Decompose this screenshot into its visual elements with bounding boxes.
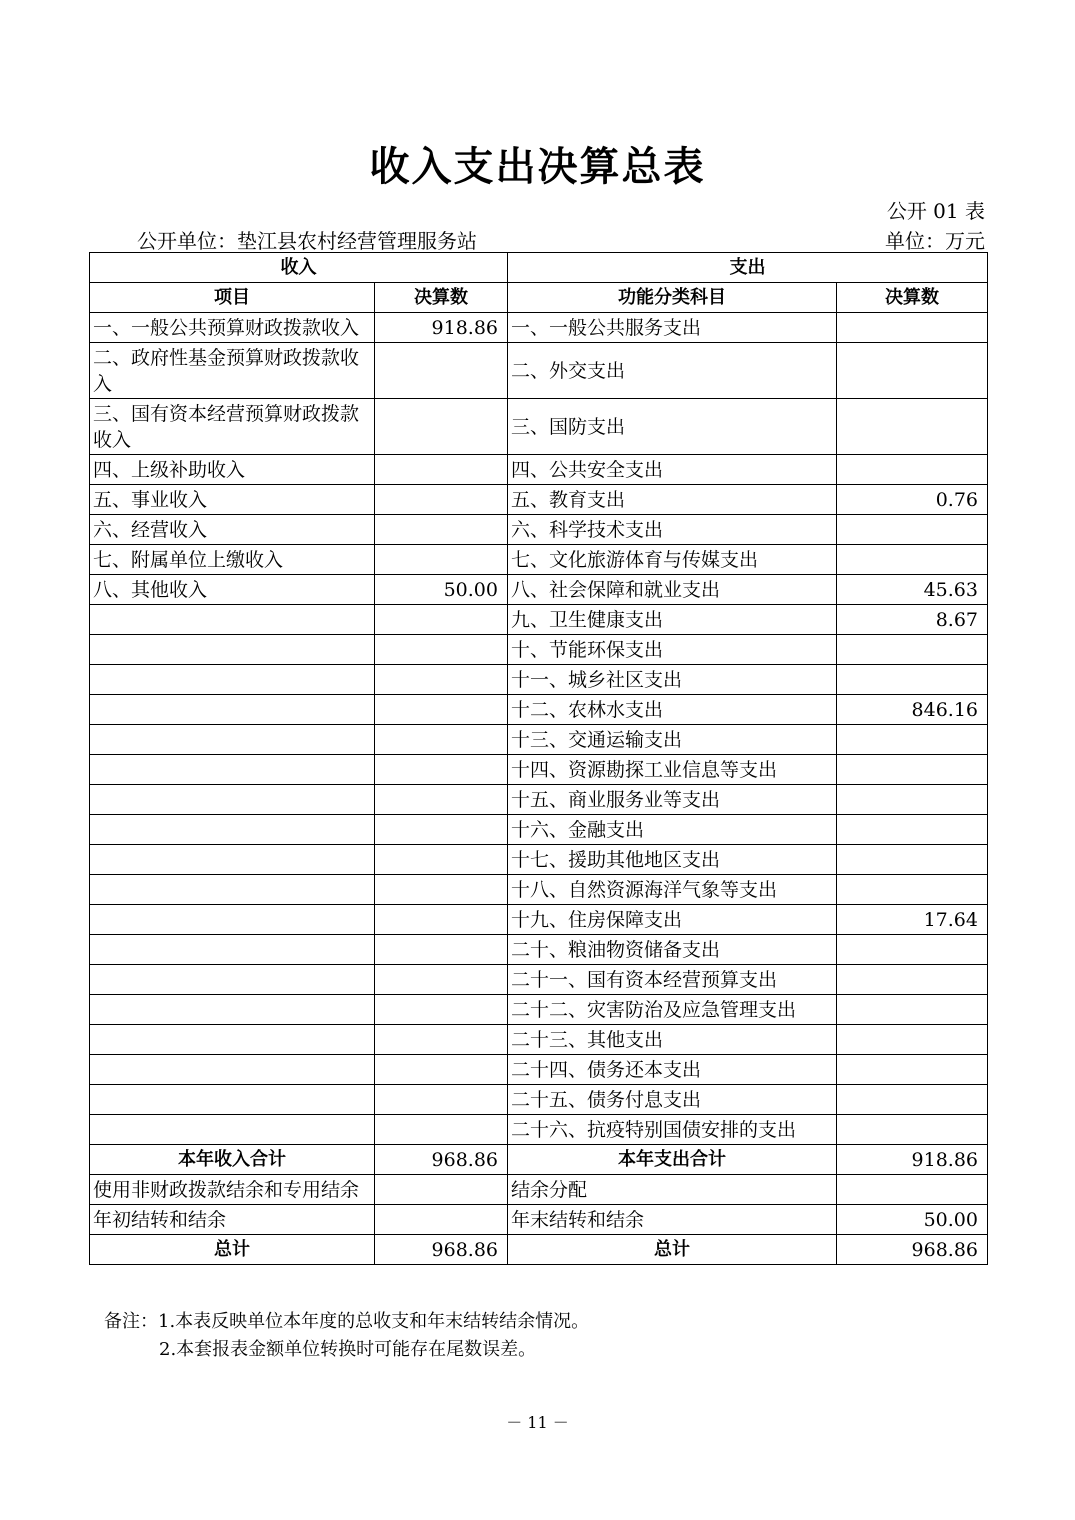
income-item-cell: 八、其他收入	[90, 575, 375, 605]
note-1: 备注：1.本表反映单位本年度的总收支和年末结转结余情况。	[104, 1311, 590, 1332]
income-amount-cell	[375, 1205, 508, 1235]
income-item-cell: 本年收入合计	[90, 1145, 375, 1175]
table-row	[90, 695, 988, 725]
income-amount-cell	[375, 1175, 508, 1205]
income-amount-cell	[375, 785, 508, 815]
item-header: 项目	[90, 283, 375, 313]
expense-item-cell: 十九、住房保障支出	[508, 905, 837, 935]
income-item-cell: 年初结转和结余	[90, 1205, 375, 1235]
income-amount-cell	[375, 695, 508, 725]
table-row	[90, 1025, 988, 1055]
total-row	[90, 1175, 988, 1205]
expense-item-cell: 十三、交通运输支出	[508, 725, 837, 755]
income-amount-cell	[375, 755, 508, 785]
income-amount-cell	[375, 343, 508, 399]
income-item-cell	[90, 1115, 375, 1145]
table-row	[90, 575, 988, 605]
expense-item-cell: 二十五、债务付息支出	[508, 1085, 837, 1115]
income-item-cell	[90, 845, 375, 875]
expense-amount-cell	[837, 455, 988, 485]
income-item-cell	[90, 605, 375, 635]
income-item-cell	[90, 1055, 375, 1085]
income-amount-cell	[375, 399, 508, 455]
expense-item-cell: 十八、自然资源海洋气象等支出	[508, 875, 837, 905]
income-item-cell	[90, 965, 375, 995]
total-row	[90, 1205, 988, 1235]
table-row	[90, 1115, 988, 1145]
expense-amount-cell	[837, 343, 988, 399]
expense-item-cell: 总计	[508, 1235, 837, 1265]
income-amount-cell	[375, 1025, 508, 1055]
table-row	[90, 725, 988, 755]
income-item-cell	[90, 905, 375, 935]
table-row	[90, 399, 988, 455]
table-row	[90, 755, 988, 785]
expense-amount-cell	[837, 665, 988, 695]
income-amount-cell	[375, 815, 508, 845]
currency-unit: 单位：万元	[885, 229, 985, 253]
func-item-header: 功能分类科目	[508, 283, 837, 313]
table-row	[90, 785, 988, 815]
table-row	[90, 605, 988, 635]
expense-amount-cell	[837, 935, 988, 965]
expense-item-cell: 结余分配	[508, 1175, 837, 1205]
income-amount-cell	[375, 995, 508, 1025]
expense-item-cell: 七、文化旅游体育与传媒支出	[508, 545, 837, 575]
table-row	[90, 905, 988, 935]
expense-item-cell: 二十二、灾害防治及应急管理支出	[508, 995, 837, 1025]
form-number: 公开 01 表	[886, 199, 985, 223]
table-group-header	[90, 253, 988, 283]
total-row	[90, 1145, 988, 1175]
income-amount-cell: 968.86	[375, 1145, 508, 1175]
income-amount-cell: 50.00	[375, 575, 508, 605]
expense-item-cell: 九、卫生健康支出	[508, 605, 837, 635]
expense-amount-cell	[837, 875, 988, 905]
table-row	[90, 995, 988, 1025]
income-amount-cell	[375, 875, 508, 905]
table-row	[90, 665, 988, 695]
expense-item-cell: 十一、城乡社区支出	[508, 665, 837, 695]
expense-amount-cell	[837, 755, 988, 785]
table-row	[90, 815, 988, 845]
table-row	[90, 455, 988, 485]
expense-item-cell: 二十四、债务还本支出	[508, 1055, 837, 1085]
expense-item-cell: 一、一般公共服务支出	[508, 313, 837, 343]
expense-amount-cell: 17.64	[837, 905, 988, 935]
page-number: － 11 －	[506, 1413, 569, 1432]
income-item-cell: 五、事业收入	[90, 485, 375, 515]
table-row	[90, 845, 988, 875]
income-amount-cell	[375, 935, 508, 965]
expense-amount-cell	[837, 995, 988, 1025]
expense-amount-cell	[837, 545, 988, 575]
table-row	[90, 1085, 988, 1115]
income-item-cell	[90, 875, 375, 905]
expense-amount-cell	[837, 1055, 988, 1085]
reporting-unit: 公开单位：垫江县农村经营管理服务站	[137, 229, 477, 253]
income-amount-cell	[375, 455, 508, 485]
income-header: 收入	[90, 253, 508, 283]
expense-amount-cell: 968.86	[837, 1235, 988, 1265]
table-row	[90, 965, 988, 995]
income-item-cell	[90, 995, 375, 1025]
expense-item-cell: 六、科学技术支出	[508, 515, 837, 545]
expense-item-cell: 二十、粮油物资储备支出	[508, 935, 837, 965]
expense-item-cell: 四、公共安全支出	[508, 455, 837, 485]
table-row	[90, 485, 988, 515]
income-amount-cell	[375, 845, 508, 875]
amount2-header: 决算数	[837, 283, 988, 313]
income-amount-cell	[375, 605, 508, 635]
expense-amount-cell: 8.67	[837, 605, 988, 635]
amount-header: 决算数	[375, 283, 508, 313]
total-row	[90, 1235, 988, 1265]
income-item-cell: 三、国有资本经营预算财政拨款收入	[90, 399, 375, 455]
expense-amount-cell	[837, 785, 988, 815]
expense-amount-cell	[837, 515, 988, 545]
expense-amount-cell: 0.76	[837, 485, 988, 515]
expense-item-cell: 三、国防支出	[508, 399, 837, 455]
expense-amount-cell: 50.00	[837, 1205, 988, 1235]
expense-item-cell: 十六、金融支出	[508, 815, 837, 845]
expense-item-cell: 八、社会保障和就业支出	[508, 575, 837, 605]
table-column-header	[90, 283, 988, 313]
income-amount-cell	[375, 485, 508, 515]
expense-item-cell: 五、教育支出	[508, 485, 837, 515]
income-item-cell: 七、附属单位上缴收入	[90, 545, 375, 575]
income-item-cell: 总计	[90, 1235, 375, 1265]
table-row	[90, 935, 988, 965]
expense-amount-cell	[837, 1175, 988, 1205]
income-item-cell: 使用非财政拨款结余和专用结余	[90, 1175, 375, 1205]
page-title: 收入支出决算总表	[369, 144, 706, 190]
income-amount-cell	[375, 905, 508, 935]
expense-amount-cell: 45.63	[837, 575, 988, 605]
expense-item-cell: 十五、商业服务业等支出	[508, 785, 837, 815]
income-amount-cell	[375, 1055, 508, 1085]
income-expense-table	[89, 252, 988, 1265]
table-row	[90, 875, 988, 905]
expense-amount-cell	[837, 845, 988, 875]
income-item-cell: 一、一般公共预算财政拨款收入	[90, 313, 375, 343]
income-item-cell: 四、上级补助收入	[90, 455, 375, 485]
expense-amount-cell	[837, 313, 988, 343]
income-item-cell: 六、经营收入	[90, 515, 375, 545]
expense-amount-cell	[837, 1115, 988, 1145]
expense-item-cell: 十、节能环保支出	[508, 635, 837, 665]
expense-header: 支出	[508, 253, 988, 283]
expense-amount-cell: 918.86	[837, 1145, 988, 1175]
expense-item-cell: 本年支出合计	[508, 1145, 837, 1175]
expense-amount-cell	[837, 1085, 988, 1115]
income-item-cell	[90, 815, 375, 845]
income-amount-cell	[375, 665, 508, 695]
income-item-cell	[90, 695, 375, 725]
expense-amount-cell	[837, 965, 988, 995]
income-amount-cell	[375, 725, 508, 755]
table-row	[90, 545, 988, 575]
table-row	[90, 1055, 988, 1085]
expense-amount-cell	[837, 1025, 988, 1055]
note-2: 2.本套报表金额单位转换时可能存在尾数误差。	[159, 1339, 537, 1360]
income-item-cell	[90, 935, 375, 965]
income-amount-cell	[375, 965, 508, 995]
income-item-cell	[90, 665, 375, 695]
table-row	[90, 515, 988, 545]
income-item-cell	[90, 725, 375, 755]
table-row	[90, 313, 988, 343]
expense-item-cell: 十七、援助其他地区支出	[508, 845, 837, 875]
income-amount-cell	[375, 635, 508, 665]
income-item-cell	[90, 1085, 375, 1115]
expense-item-cell: 二十六、抗疫特别国债安排的支出	[508, 1115, 837, 1145]
expense-item-cell: 十四、资源勘探工业信息等支出	[508, 755, 837, 785]
income-item-cell	[90, 1025, 375, 1055]
expense-item-cell: 二十一、国有资本经营预算支出	[508, 965, 837, 995]
income-item-cell	[90, 635, 375, 665]
expense-amount-cell	[837, 635, 988, 665]
income-amount-cell	[375, 1115, 508, 1145]
table-row	[90, 343, 988, 399]
income-item-cell	[90, 755, 375, 785]
expense-item-cell: 十二、农林水支出	[508, 695, 837, 725]
income-amount-cell	[375, 515, 508, 545]
notes	[104, 1308, 589, 1364]
expense-item-cell: 二十三、其他支出	[508, 1025, 837, 1055]
expense-item-cell: 年末结转和结余	[508, 1205, 837, 1235]
expense-amount-cell: 846.16	[837, 695, 988, 725]
income-amount-cell	[375, 1085, 508, 1115]
income-item-cell: 二、政府性基金预算财政拨款收入	[90, 343, 375, 399]
income-amount-cell: 918.86	[375, 313, 508, 343]
expense-amount-cell	[837, 399, 988, 455]
income-item-cell	[90, 785, 375, 815]
expense-amount-cell	[837, 725, 988, 755]
table-row	[90, 635, 988, 665]
income-amount-cell: 968.86	[375, 1235, 508, 1265]
expense-item-cell: 二、外交支出	[508, 343, 837, 399]
expense-amount-cell	[837, 815, 988, 845]
income-amount-cell	[375, 545, 508, 575]
